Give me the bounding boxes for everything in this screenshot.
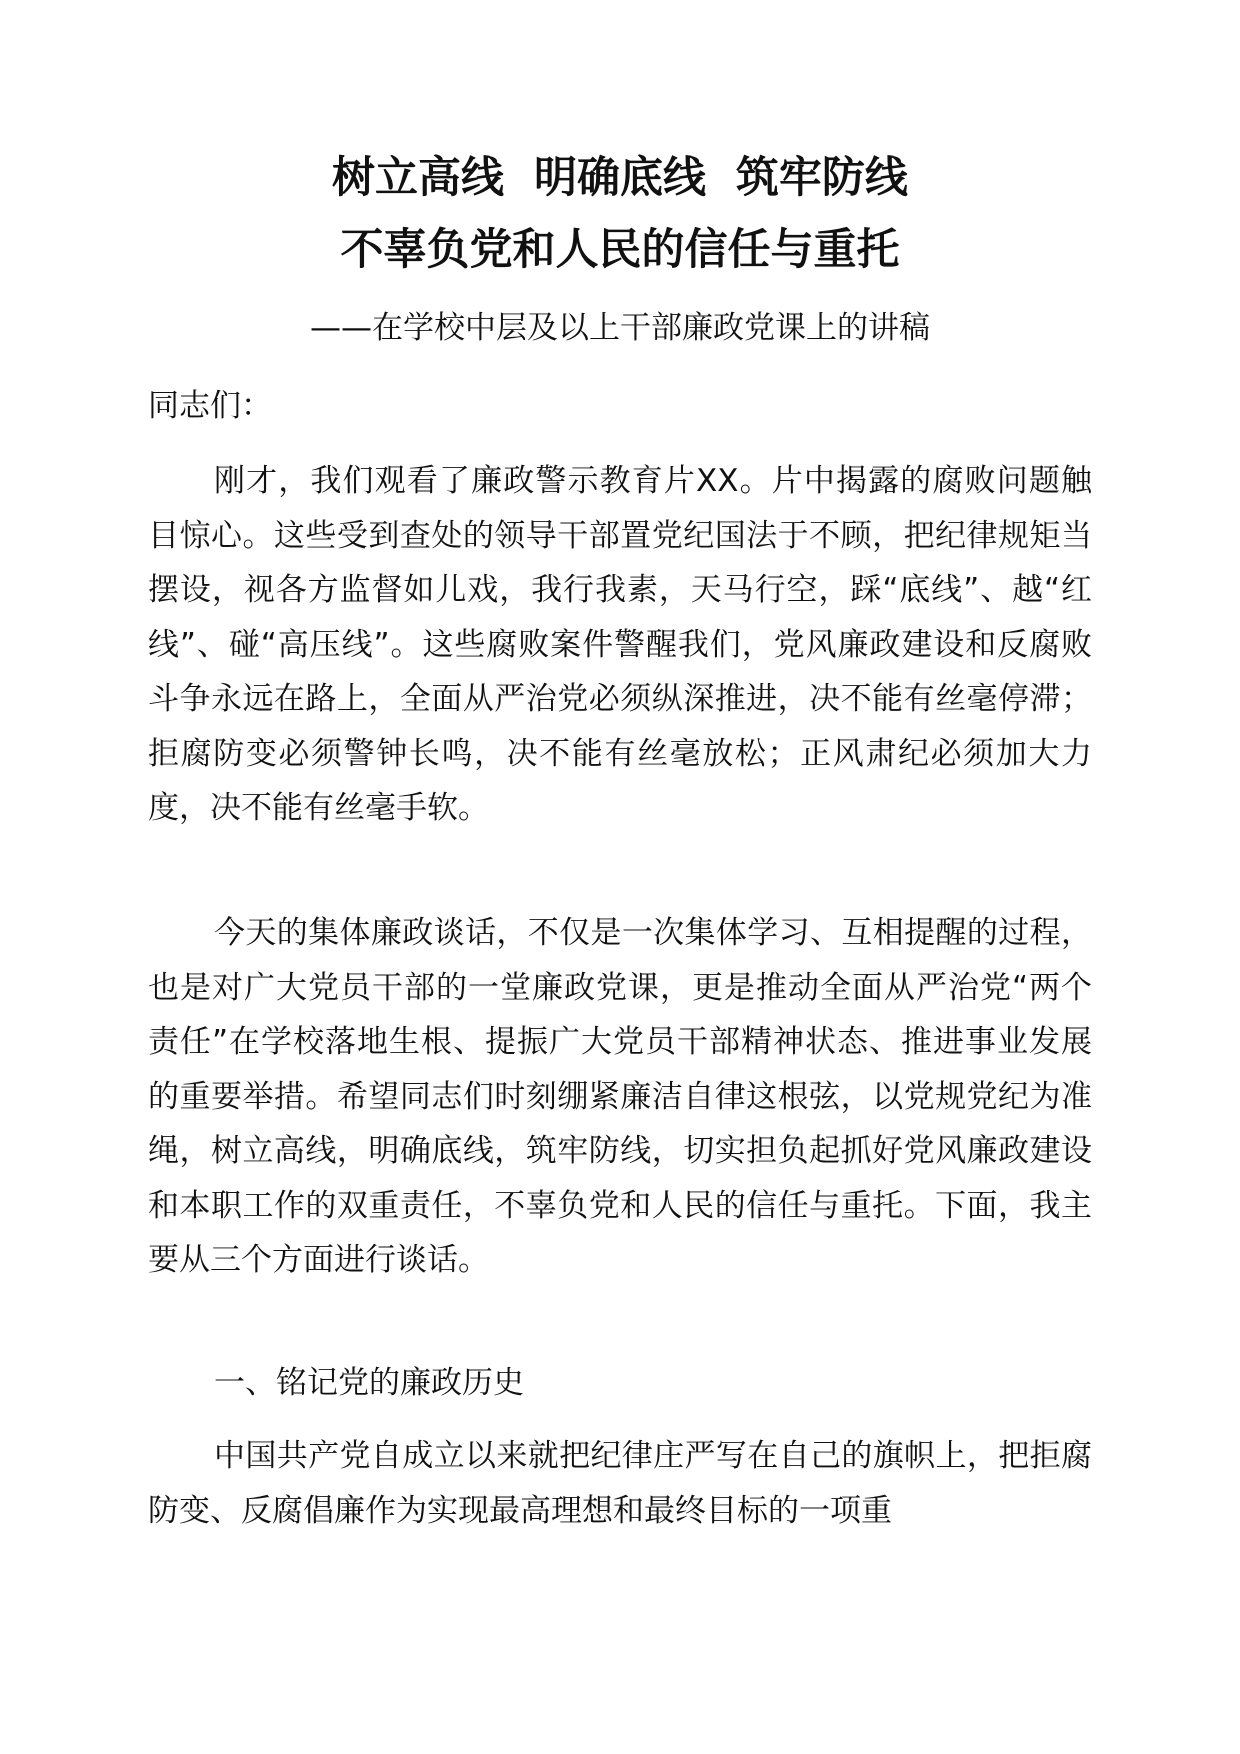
title-line-1: 树立高线 明确底线 筑牢防线 [332, 153, 908, 203]
paragraph-3: 中国共产党自成立以来就把纪律庄严写在自己的旗帜上，把拒腐防变、反腐倡廉作为实现最高理想和最终目标的一项重 [148, 1438, 1092, 1529]
subtitle: ——在学校中层及以上干部廉政党课上的讲稿 [310, 310, 930, 346]
section-heading: 一、铭记党的廉政历史 [214, 1365, 524, 1401]
salutation: 同志们： [148, 388, 272, 424]
paragraph-2: 今天的集体廉政谈话，不仅是一次集体学习、互相提醒的过程，也是对广大党员干部的一堂廉政党课，更是推动全面从严治党“两个责任”在学校落地生根、提振广大党员干部精神状态、推进事业发展的重要举措。希望同志们时刻绷紧廉洁自律这根弦，以党规党纪为准绳，树立高线，明确底线，筑牢防线，切实担负起抓好党风廉政建设和本职工作的双重责任，不辜负党和人民的信任与重托。下面，我主要从三个方面进行谈话。 [148, 915, 1092, 1278]
title-line-2: 不辜负党和人民的信任与重托 [340, 225, 900, 275]
paragraph-1: 刚才，我们观看了廉政警示教育片XX。片中揭露的腐败问题触目惊心。这些受到查处的领导干部置党纪国法于不顾，把纪律规矩当摆设，视各方监督如儿戏，我行我素，天马行空，踩“底线”、越“红线”、碰“高压线”。这些腐败案件警醒我们，党风廉政建设和反腐败斗争永远在路上，全面从严治党必须纵深推进，决不能有丝毫停滞；拒腐防变必须警钟长鸣，决不能有丝毫放松；正风肃纪必须加大力度，决不能有丝毫手软。 [148, 463, 1092, 826]
